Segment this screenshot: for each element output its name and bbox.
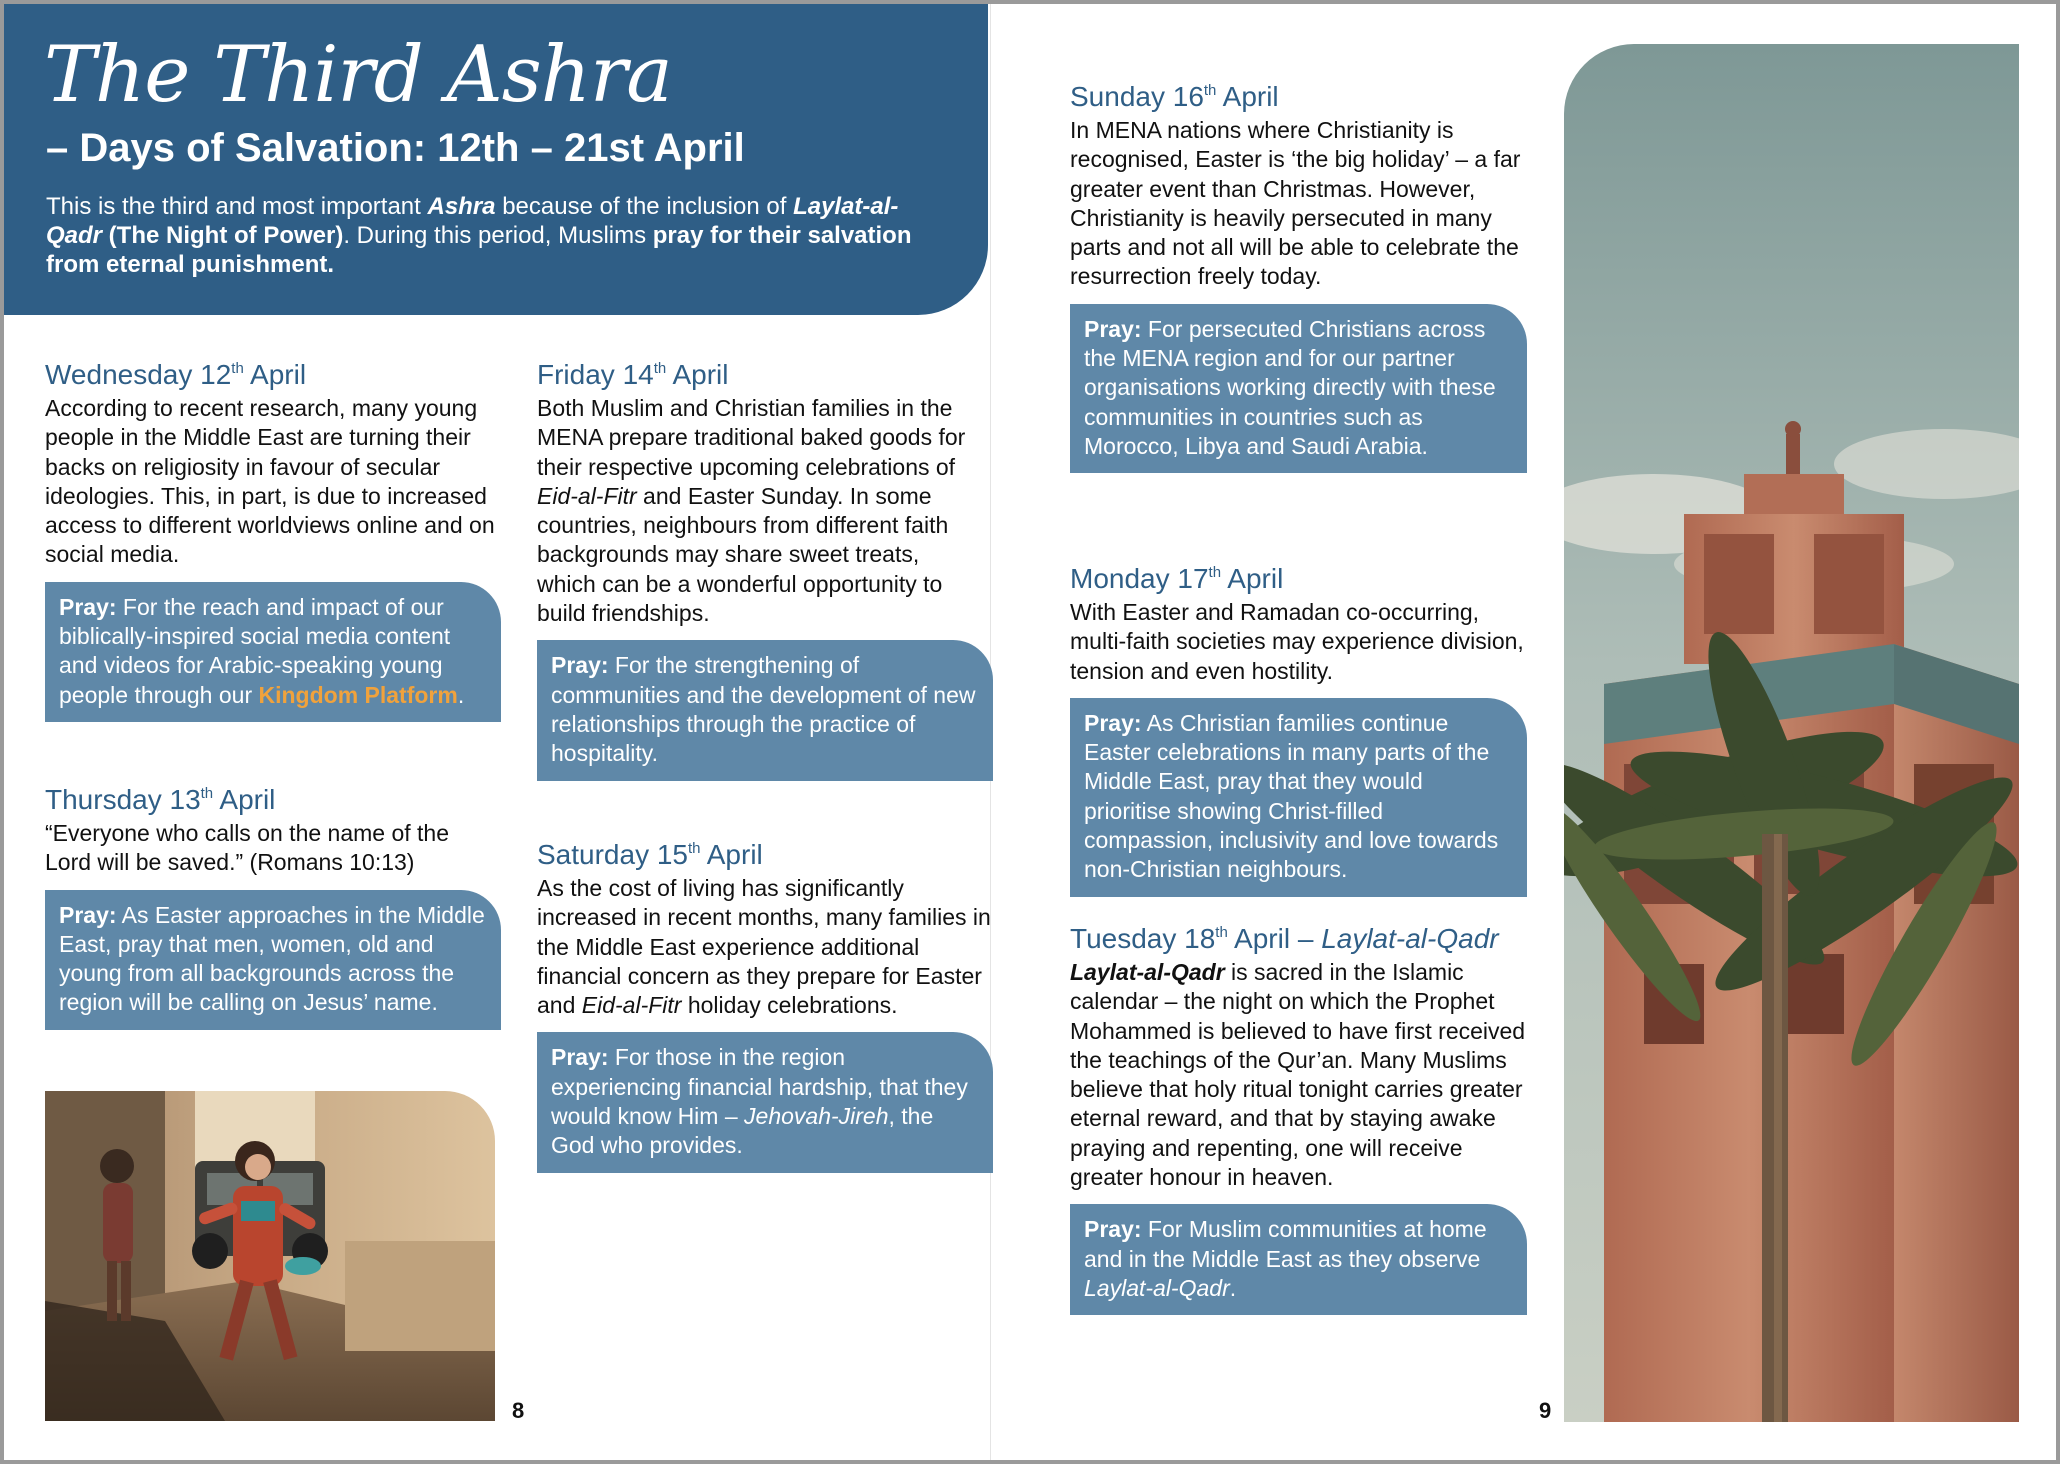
pray-text: For Muslim communities at home and in the Middle East as they observe	[1084, 1216, 1487, 1272]
entry-heading	[537, 352, 993, 392]
minaret-photo	[1564, 44, 2019, 1422]
entry-body	[537, 394, 977, 628]
pray-box	[537, 1032, 993, 1172]
entry-body: In MENA nations where Christianity is recognised, Easter is ‘the big holiday’ – a far greater event than Christmas. However, Christianity is heavily persecuted in many parts and not all will be able to celebrate the resurrection freely today.	[1070, 117, 1521, 290]
entry-saturday	[537, 832, 993, 1173]
section-title: The Third Ashra	[44, 30, 672, 120]
heading-ordinal: th	[231, 360, 244, 377]
header-banner	[4, 4, 988, 315]
pray-label: Pray:	[59, 901, 117, 928]
pray-box	[1070, 304, 1527, 473]
entry-sunday	[1070, 74, 1527, 473]
heading-laylat: Laylat-al-Qadr	[1321, 923, 1499, 954]
page-number-right: 9	[1539, 1398, 1552, 1423]
children-running-photo	[45, 1091, 495, 1421]
pray-box	[537, 640, 993, 780]
heading-month: April	[243, 359, 307, 390]
pray-box	[1070, 698, 1527, 897]
entry-heading	[1070, 556, 1527, 596]
intro-ashra: Ashra	[427, 193, 496, 220]
intro-laylat: Laylat-al-Qadr	[46, 193, 899, 249]
heading-ordinal: th	[200, 785, 214, 802]
jehovah-jireh-term: Jehovah-Jireh	[744, 1103, 889, 1130]
pray-label: Pray:	[1084, 315, 1142, 342]
body-text: and Easter Sunday. In some countries, neighbours from different faith backgrounds may share sweet treats, which can be a wonderful opportunity to build friendships.	[537, 482, 949, 627]
entry-heading	[1070, 74, 1527, 114]
pray-text-end: .	[1229, 1274, 1237, 1301]
entry-tuesday	[1070, 916, 1527, 1315]
body-laylat: Laylat-al-Qadr	[1070, 959, 1225, 985]
pray-box	[45, 890, 501, 1030]
heading-day: Friday 14	[537, 359, 654, 390]
heading-ordinal: th	[1208, 564, 1222, 581]
heading-ordinal: th	[1215, 924, 1228, 941]
heading-day: Saturday 15	[537, 839, 688, 870]
pray-text: As Christian families continue Easter celebrations in many parts of the Middle East, pray that they would prioritise showing Christ-filled compassion, inclusivity and love towards non-Christian neighbours.	[1084, 709, 1499, 883]
pray-label: Pray:	[1084, 709, 1142, 736]
intro-text: . During this period, Muslims	[343, 222, 653, 249]
pray-laylat: Laylat-al-Qadr	[1084, 1274, 1230, 1301]
entry-monday	[1070, 556, 1527, 897]
heading-month: April	[700, 839, 763, 870]
heading-day: Thursday 13	[45, 784, 201, 815]
entry-body	[537, 874, 993, 1020]
eid-al-fitr-term: Eid-al-Fitr	[537, 482, 637, 509]
heading-ordinal: th	[688, 840, 701, 857]
intro-text: because of the inclusion of	[495, 193, 794, 220]
section-subtitle: – Days of Salvation: 12th – 21st April	[46, 126, 745, 170]
intro-text: This is the third and most important	[46, 193, 428, 220]
heading-month: April	[1221, 563, 1284, 594]
entry-heading	[1070, 916, 1527, 956]
heading-month: April	[1216, 81, 1279, 112]
entry-friday	[537, 352, 993, 781]
heading-month: April	[666, 359, 729, 390]
intro-paragraph	[46, 192, 946, 279]
entry-heading	[45, 352, 501, 392]
body-text: Both Muslim and Christian families in the MENA prepare traditional baked goods for their respective upcoming celebrations of	[537, 395, 966, 480]
pray-text: For the strengthening of communities and the development of new relationships through the practice of hospitality.	[551, 652, 976, 767]
entry-heading	[537, 832, 993, 872]
pray-text: For persecuted Christians across the MENA region and for our partner organisations working directly with these communities in countries such as Morocco, Libya and Saudi Arabia.	[1084, 315, 1496, 459]
pray-label: Pray:	[551, 1044, 609, 1071]
entry-body: With Easter and Ramadan co-occurring, multi-faith societies may experience division, tension and even hostility.	[1070, 599, 1524, 684]
heading-day: Wednesday 12	[45, 359, 232, 390]
pray-text: As Easter approaches in the Middle East, pray that men, women, old and young from all backgrounds across the region will be calling on Jesus’ name.	[59, 901, 485, 1016]
heading-month: April	[213, 784, 276, 815]
heading-day: Monday 17	[1070, 563, 1209, 594]
pray-text: For the reach and impact of our biblically-inspired social media content and videos for Arabic-speaking young people through our	[59, 593, 451, 708]
eid-al-fitr-term: Eid-al-Fitr	[581, 992, 682, 1019]
minaret-photo-illustration	[1564, 44, 2019, 1422]
entry-body	[1070, 958, 1527, 1192]
pray-box	[45, 582, 501, 722]
entry-body: According to recent research, many young people in the Middle East are turning their backs on religiosity in favour of secular ideologies. This, in part, is due to increased access to different worldviews online and on social media.	[45, 395, 495, 568]
pray-text: For those in the region experiencing financial hardship, that they would know Him –	[551, 1044, 968, 1130]
heading-ordinal: th	[653, 360, 667, 377]
entry-body: “Everyone who calls on the name of the Lord will be saved.” (Romans 10:13)	[45, 820, 450, 876]
intro-night-of-power: (The Night of Power)	[102, 222, 344, 249]
body-text: is sacred in the Islamic calendar – the night on which the Prophet Mohammed is believed to have first received the teachings of the Qur’an. Many Muslims believe that holy ritual tonight carries greater eternal reward, and that by staying awake praying and repenting, one will receive greater honour in heaven.	[1070, 959, 1526, 1191]
children-photo-illustration	[45, 1091, 495, 1421]
entry-heading	[45, 777, 501, 817]
intro-pray-bold: pray for their salvation from eternal punishment.	[46, 222, 912, 278]
entry-thursday	[45, 777, 501, 1030]
booklet-spread	[4, 4, 2056, 1460]
entry-wednesday	[45, 352, 501, 722]
heading-day: Tuesday 18	[1070, 923, 1216, 954]
page-number-left: 8	[512, 1398, 525, 1423]
heading-ordinal: th	[1203, 82, 1217, 99]
pray-label: Pray:	[551, 652, 609, 679]
heading-day: Sunday 16	[1070, 81, 1204, 112]
pray-label: Pray:	[59, 593, 117, 620]
pray-box	[1070, 1204, 1527, 1315]
body-text: As the cost of living has significantly increased in recent months, many families in the Middle East experience additional financial concern as they prepare for Easter and	[537, 875, 991, 1019]
pray-label: Pray:	[1084, 1216, 1142, 1243]
heading-month: April –	[1227, 923, 1322, 954]
kingdom-platform-link[interactable]: Kingdom Platform	[258, 681, 458, 708]
pray-text-end: , the God who provides.	[551, 1103, 934, 1159]
pray-text-end: .	[457, 681, 465, 708]
body-text: holiday celebrations.	[681, 992, 898, 1019]
